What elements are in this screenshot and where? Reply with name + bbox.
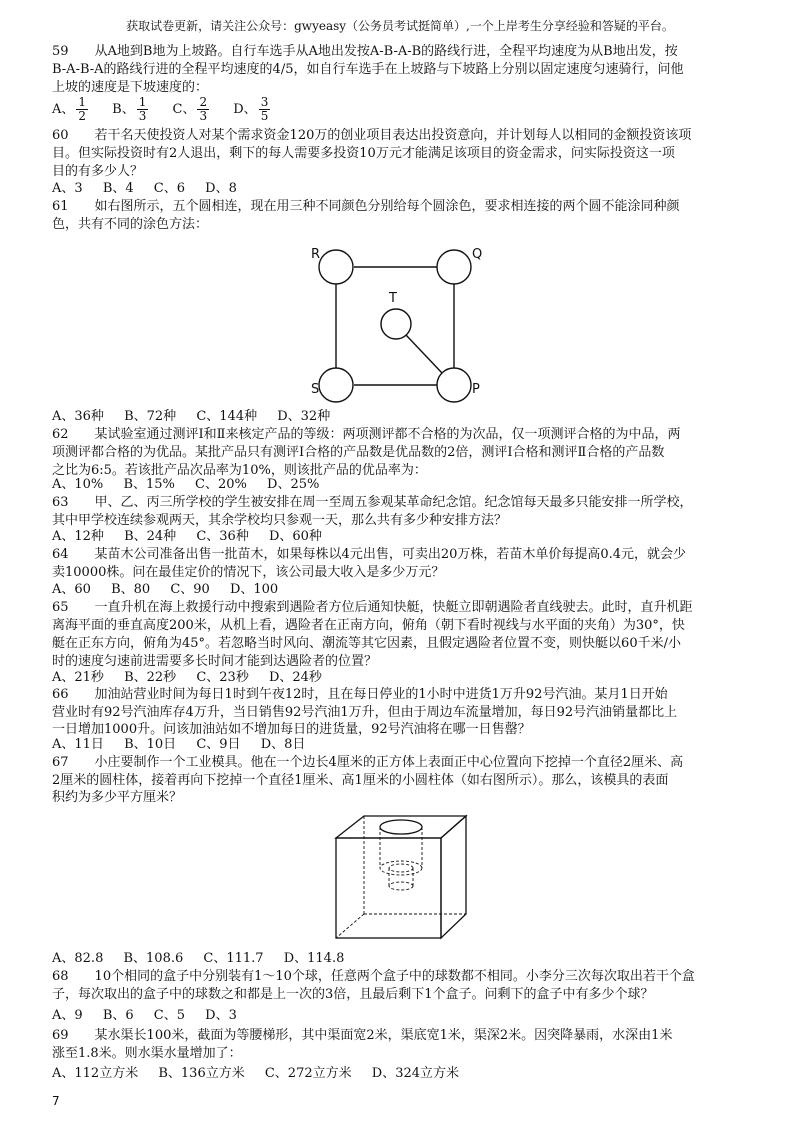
q69-option-c[interactable]: C、272立方米 [264, 1066, 352, 1081]
q60-option-c[interactable]: C、6 [153, 181, 185, 196]
q67-option-a[interactable]: A、82.8 [52, 951, 104, 966]
large-hole-bottom [380, 861, 422, 875]
cube-top-face [336, 816, 466, 838]
q66-line-3: 一日增加1000升。问该加油站如不增加每日的进货量，92号汽油将在哪一日售罄？ [52, 722, 531, 737]
q60-option-b[interactable]: B、4 [102, 181, 134, 196]
q61-line-2: 色，共有不同的涂色方法： [52, 217, 209, 232]
q65-options [52, 670, 338, 686]
q64-option-d[interactable]: D、100 [229, 582, 279, 597]
q65-line-4: 时的速度匀速前进需要多长时间才能到达遇险者的位置？ [52, 654, 378, 669]
q59-options [52, 96, 290, 123]
circle-t [381, 309, 411, 339]
q60-option-d[interactable]: D、8 [205, 181, 237, 196]
q65-option-c[interactable]: C、23秒 [196, 670, 249, 685]
q63-option-b[interactable]: B、24种 [124, 529, 177, 544]
q67-line-2: 2厘米的圆柱体，接着再向下挖掉一个直径1厘米、高1厘米的小圆柱体（如右图所示）。那么，该模具的表面 [52, 773, 669, 788]
q68-option-a[interactable]: A、9 [52, 1008, 83, 1023]
q66-line-2: 营业时有92号汽油库存4万升，当日销售92号汽油1万升，但由于周边车流量增加，每日92号汽油销量都比上 [52, 705, 678, 720]
circle-s [319, 368, 353, 402]
q60-options [52, 181, 253, 197]
q64-option-a[interactable]: A、60 [52, 582, 91, 597]
q69-option-a[interactable]: A、112立方米 [52, 1066, 139, 1081]
circle-q [437, 250, 471, 284]
q60-line-1: 60 若干名天使投资人对某个需求资金120万的创业项目表达出投资意向，并计划每人以相同的金额投资该项 [52, 128, 692, 143]
q68-options [52, 1008, 253, 1024]
q65-line-2: 离海平面的垂直高度200米，从机上看，遇险者在正南方向，俯角（朝下看时视线与水平面的夹角）为30°，快 [52, 618, 685, 633]
q62-line-2: 项测评都合格的为优品。某批产品只有测评Ⅰ合格的产品数是优品数的2倍，测评Ⅰ合格和测评Ⅱ合格的产品数 [52, 445, 665, 460]
q62-option-c[interactable]: C、20% [195, 477, 247, 492]
q62-option-d[interactable]: D、25% [267, 477, 320, 492]
q66-option-c[interactable]: C、9日 [196, 737, 241, 752]
q68-option-c[interactable]: C、5 [153, 1008, 185, 1023]
q69-line-2: 涨至1.8米。则水渠水量增加了： [52, 1046, 242, 1061]
q61-option-c[interactable]: C、144种 [196, 409, 258, 424]
q59-option-c[interactable]: C、 $\frac{2}{3}$ [172, 95, 208, 123]
q65-line-3: 艇在正东方向，俯角为45°。若忽略当时风向、潮流等其它因素，且假定遇险者位置不变，则快艇以60千米/小 [52, 636, 681, 651]
q69-option-b[interactable]: B、136立方米 [158, 1066, 245, 1081]
q60-line-3: 目的有多少人？ [52, 164, 144, 179]
small-hole-bottom [389, 882, 413, 890]
q67-line-3: 积约为多少平方厘米？ [52, 790, 183, 805]
circle-r [319, 250, 353, 284]
q59-option-a[interactable]: A、 $\frac{1}{2}$ [52, 95, 87, 123]
q65-option-a[interactable]: A、21秒 [52, 670, 104, 685]
q64-line-1: 64 某苗木公司准备出售一批苗木，如果每株以4元出售，可卖出20万株，若苗木单价每提高0.4元，就会少 [52, 547, 687, 562]
q61-circle-diagram [300, 236, 500, 406]
q63-line-1: 63 甲、乙、丙三所学校的学生被安排在周一至周五参观某革命纪念馆。纪念馆每天最多只能安排一所学校， [52, 495, 693, 510]
q64-option-c[interactable]: C、90 [170, 582, 210, 597]
q59-option-d[interactable]: D、 $\frac{3}{5}$ [233, 95, 269, 123]
q67-option-b[interactable]: B、108.6 [123, 951, 184, 966]
q60-line-2: 目。但实际投资时有2人退出，剩下的每人需要多投资10万元才能满足该项目的资金需求，问实际投资这一项 [52, 146, 675, 161]
q60-option-a[interactable]: A、3 [52, 181, 83, 196]
q66-line-1: 66 加油站营业时间为每日1时到午夜12时，且在每日停业的1小时中进货1万升92号汽油。某月1日开始 [52, 687, 668, 702]
q64-option-b[interactable]: B、80 [111, 582, 151, 597]
q59-line-2: B-A-B-A的路线行进的全程平均速度的4/5，如自行车选手在上坡路与下坡路上分别以固定速度匀速骑行，问他 [52, 62, 684, 77]
edge-t-p [406, 335, 442, 373]
q67-line-1: 67 小庄要制作一个工业模具。他在一个边长4厘米的正方体上表面正中心位置向下挖掉一个直径2厘米、高 [52, 755, 684, 770]
page-header: 获取试卷更新，请关注公众号：gwyeasy（公务员考试挺简单）,一个上岸考生分享经验和答疑的平台。 [126, 19, 674, 33]
q67-mold-diagram [326, 810, 476, 945]
q64-line-2: 卖10000株。问在最佳定价的情况下，该公司最大收入是多少万元？ [52, 565, 445, 580]
q63-option-a[interactable]: A、12种 [52, 529, 104, 544]
q62-line-3: 之比为6:5。若该批产品次品率为10%，则该批产品的优品率为： [52, 463, 427, 478]
q68-line-1: 68 10个相同的盒子中分别装有1～10个球，任意两个盒子中的球数都不相同。小李分三次每次取出若干个盒 [52, 969, 695, 984]
q66-option-d[interactable]: D、8日 [260, 737, 306, 752]
q61-line-1: 61 如右图所示，五个圆相连，现在用三种不同颜色分别给每个圆涂色，要求相连接的两个圆不能涂同种颜 [52, 199, 680, 214]
hidden-edge-diagonal [336, 914, 364, 938]
q63-option-d[interactable]: D、60种 [268, 529, 322, 544]
page-number: 7 [52, 1094, 60, 1108]
q62-option-b[interactable]: B、15% [123, 477, 175, 492]
q59-line-3: 上坡的速度是下坡速度的： [52, 80, 209, 95]
q63-line-2: 其中甲学校连续参观两天，其余学校均只参观一天，那么共有多少种安排方法？ [52, 513, 508, 528]
q61-option-b[interactable]: B、72种 [124, 409, 177, 424]
q66-option-a[interactable]: A、11日 [52, 737, 104, 752]
q63-option-c[interactable]: C、36种 [196, 529, 249, 544]
q59-line-1: 59 从A地到B地为上坡路。自行车选手从A地出发按A-B-A-B的路线行进，全程平均速度为从B地出发，按 [52, 44, 678, 59]
small-hole-top [389, 864, 413, 872]
q68-option-b[interactable]: B、6 [102, 1008, 134, 1023]
large-hole-top-rim [380, 820, 422, 834]
q62-option-a[interactable]: A、10% [52, 477, 104, 492]
q68-line-2: 子，每次取出的盒子中的球数之和都是上一次的3倍，且最后剩下1个盒子。问剩下的盒子中有多少个球？ [52, 987, 654, 1002]
q64-options [52, 582, 294, 598]
cube-front-face [336, 838, 441, 938]
q65-option-d[interactable]: D、24秒 [268, 670, 322, 685]
label-p: P [472, 382, 480, 397]
q62-options [52, 477, 335, 493]
q63-options [52, 529, 338, 545]
q61-option-d[interactable]: D、32种 [277, 409, 331, 424]
q65-line-1: 65 一直升机在海上救援行动中搜索到遇险者方位后通知快艇，快艇立即朝遇险者直线驶去。此时，直升机距 [52, 600, 693, 615]
q62-line-1: 62 某试验室通过测评Ⅰ和Ⅱ来核定产品的等级：两项测评都不合格的为次品，仅一项测评合格的为中品，两 [52, 427, 681, 442]
q67-options [52, 951, 360, 967]
cube-right-face [441, 816, 466, 938]
label-q: Q [472, 247, 483, 262]
q61-options [52, 409, 346, 425]
q66-options [52, 737, 321, 753]
label-s: S [311, 382, 320, 397]
circle-p [437, 368, 471, 402]
q67-option-d[interactable]: D、114.8 [283, 951, 345, 966]
q59-option-b[interactable]: B、 $\frac{1}{3}$ [112, 95, 147, 123]
q66-option-b[interactable]: B、10日 [124, 737, 177, 752]
q65-option-b[interactable]: B、22秒 [124, 670, 177, 685]
q69-option-d[interactable]: D、324立方米 [371, 1066, 460, 1081]
label-r: R [311, 247, 321, 262]
q68-option-d[interactable]: D、3 [205, 1008, 237, 1023]
q61-option-a[interactable]: A、36种 [52, 409, 104, 424]
q69-line-1: 69 某水渠长100米，截面为等腰梯形，其中渠面宽2米，渠底宽1米，渠深2米。因突降暴雨，水深由1米 [52, 1028, 673, 1043]
q69-options [52, 1066, 475, 1082]
q67-option-c[interactable]: C、111.7 [203, 951, 264, 966]
label-t: T [389, 291, 397, 306]
